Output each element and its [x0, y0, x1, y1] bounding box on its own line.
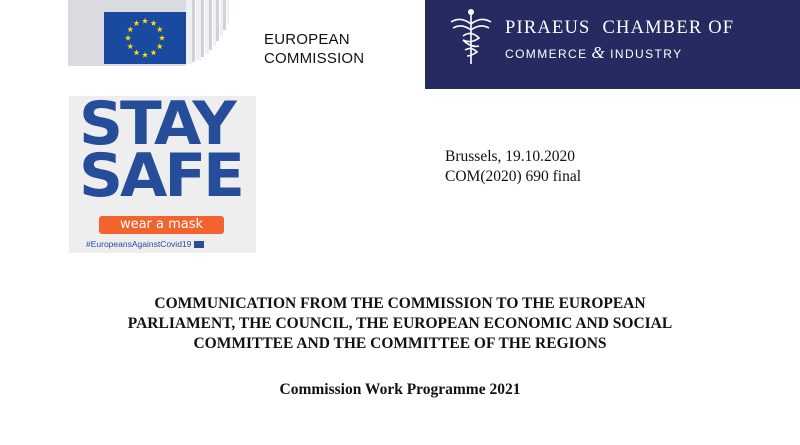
- ec-name-line2: COMMISSION: [264, 50, 365, 67]
- poster-hashtag-text: #EuropeansAgainstCovid19: [86, 239, 192, 249]
- heading-line-2: PARLIAMENT, THE COUNCIL, THE EUROPEAN ECONOMIC AND SOCIAL: [127, 315, 673, 332]
- ec-name-line1: EUROPEAN: [264, 31, 350, 48]
- poster-safe-text: SAFE: [79, 141, 242, 211]
- piraeus-chamber-logo: [425, 0, 800, 89]
- poster-hashtag: [86, 239, 204, 249]
- pcci-word-chamber: CHAMBER OF: [602, 18, 735, 38]
- pcci-title-line: [505, 18, 734, 39]
- document-subtitle: Commission Work Programme 2021: [279, 381, 521, 398]
- eu-flag-icon: [194, 241, 204, 248]
- heading-line-1: COMMUNICATION FROM THE COMMISSION TO THE EUROPEAN: [154, 295, 646, 312]
- stay-safe-poster: [69, 89, 256, 253]
- poster-stay-text: STAY: [79, 89, 234, 159]
- pcci-ampersand: &: [591, 43, 607, 62]
- ec-name: [264, 30, 404, 68]
- wear-a-mask-pill: wear a mask: [99, 216, 224, 234]
- pcci-word-industry: INDUSTRY: [610, 47, 683, 61]
- document-heading: [20, 294, 780, 354]
- place-date: Brussels, 19.10.2020: [445, 148, 576, 165]
- pcci-word-commerce: COMMERCE: [505, 47, 588, 61]
- heading-line-3: COMMITTEE AND THE COMMITTEE OF THE REGIONS: [193, 335, 607, 352]
- document-reference: [445, 147, 581, 187]
- pcci-subtitle-line: [505, 43, 683, 63]
- caduceus-emblem-icon: [445, 6, 497, 68]
- document-id: COM(2020) 690 final: [445, 168, 582, 185]
- european-commission-logo: [68, 0, 398, 70]
- pcci-word-piraeus: PIRAEUS: [505, 18, 591, 38]
